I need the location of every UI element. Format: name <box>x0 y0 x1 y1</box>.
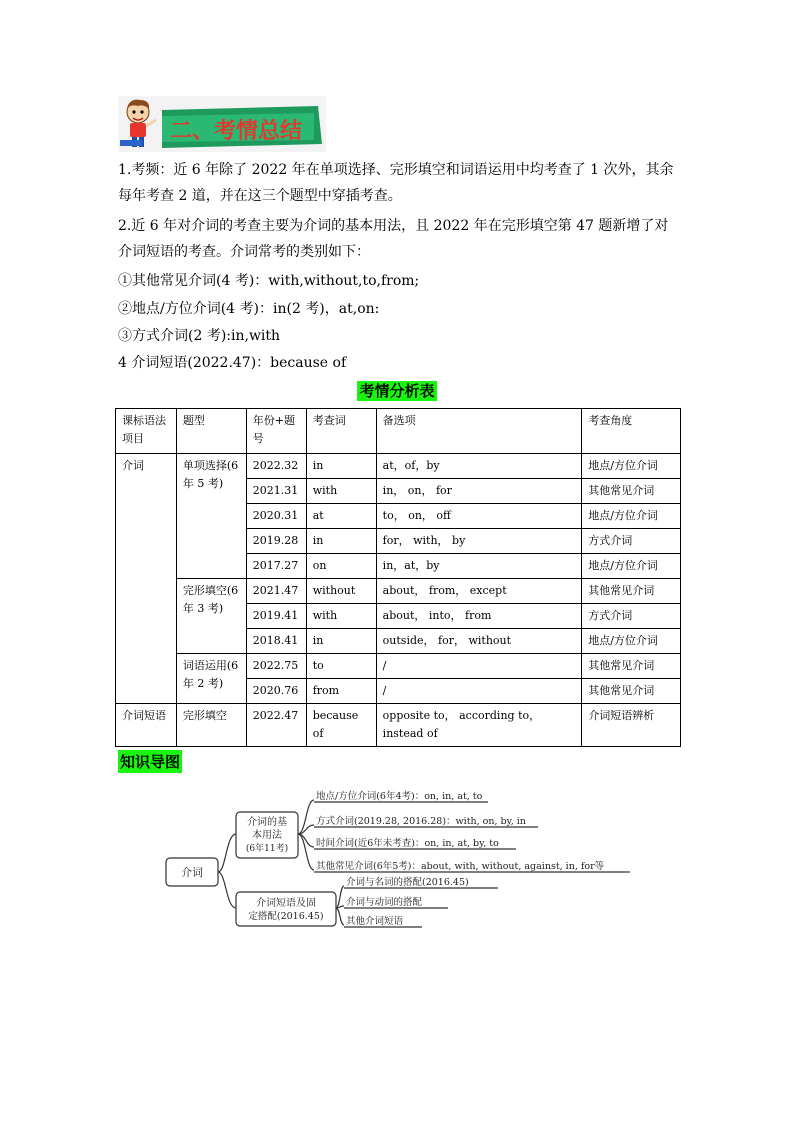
type-cell: 词语运用(6 年 2 考) <box>176 654 246 704</box>
table-row <box>116 704 681 747</box>
year-cell: 2020.76 <box>246 679 306 704</box>
word-cell: in <box>306 629 376 654</box>
paragraph-frequency: 1.考频：近 6 年除了 2022 年在单项选择、完形填空和词语运用中均考查了 1 次外，其余每年考查 2 道，并在这三个题型中穿插考查。 <box>118 162 674 204</box>
table-row <box>116 454 681 479</box>
year-cell: 2021.31 <box>246 479 306 504</box>
options-cell: at，of，by <box>376 454 582 479</box>
exam-analysis-table <box>115 408 681 747</box>
options-cell: for， with， by <box>376 529 582 554</box>
type-cell: 单项选择(6 年 5 考) <box>176 454 246 579</box>
angle-cell: 介词短语辨析 <box>582 704 681 747</box>
year-cell: 2021.47 <box>246 579 306 604</box>
angle-cell: 方式介词 <box>582 529 681 554</box>
branch1-label-line1: 介词的基 <box>247 817 287 828</box>
year-cell: 2017.27 <box>246 554 306 579</box>
options-cell: / <box>376 654 582 679</box>
angle-cell: 地点/方位介词 <box>582 504 681 529</box>
options-cell: in， on， for <box>376 479 582 504</box>
word-cell: on <box>306 554 376 579</box>
table-row <box>116 654 681 679</box>
branch1-item: 地点/方位介词(6年4考)：on, in, at, to <box>316 791 483 802</box>
type-cell: 完形填空 <box>176 704 246 747</box>
options-cell: to， on， off <box>376 504 582 529</box>
angle-cell: 方式介词 <box>582 604 681 629</box>
angle-cell: 地点/方位介词 <box>582 554 681 579</box>
word-cell: in <box>306 529 376 554</box>
section-banner <box>118 96 326 152</box>
year-cell: 2019.28 <box>246 529 306 554</box>
branch1-item: 方式介词(2019.28, 2016.28)：with, on, by, in <box>316 816 526 827</box>
branch2-item: 介词与动词的搭配 <box>346 897 423 908</box>
angle-cell: 其他常见介词 <box>582 654 681 679</box>
year-cell: 2022.32 <box>246 454 306 479</box>
angle-cell: 地点/方位介词 <box>582 629 681 654</box>
word-cell: with <box>306 604 376 629</box>
table-title: 考情分析表 <box>359 382 435 400</box>
word-cell: in <box>306 454 376 479</box>
word-cell: at <box>306 504 376 529</box>
category-cell: 介词短语 <box>116 704 177 747</box>
options-cell: in，at，by <box>376 554 582 579</box>
year-cell: 2022.75 <box>246 654 306 679</box>
table-row <box>116 579 681 604</box>
year-cell: 2019.41 <box>246 604 306 629</box>
category-cell: 介词 <box>116 454 177 704</box>
options-cell: opposite to， according to， instead of <box>376 704 582 747</box>
paragraph-item-1: ①其他常见介词(4 考)：with,without,to,from; <box>118 273 420 289</box>
options-cell: outside， for， without <box>376 629 582 654</box>
mindmap-root-label: 介词 <box>181 866 203 879</box>
header-cell: 考查角度 <box>582 409 681 454</box>
branch2-item: 介词与名词的搭配(2016.45) <box>346 877 469 888</box>
branch1-item: 其他常见介词(6年5考)：about, with, without, against, in, for等 <box>316 861 605 872</box>
paragraph-item-3: ③方式介词(2 考):in,with <box>118 328 281 344</box>
paragraph-item-4: 4 介词短语(2022.47)：because of <box>118 355 347 371</box>
mindmap-diagram <box>158 784 638 934</box>
branch1-label-line2: 本用法 <box>252 830 282 841</box>
year-cell: 2018.41 <box>246 629 306 654</box>
table-header-row <box>116 409 681 454</box>
year-cell: 2020.31 <box>246 504 306 529</box>
header-cell: 备选项 <box>376 409 582 454</box>
word-cell: from <box>306 679 376 704</box>
header-cell: 考查词 <box>306 409 376 454</box>
header-cell: 年份+题号 <box>246 409 306 454</box>
type-cell: 完形填空(6 年 3 考) <box>176 579 246 654</box>
angle-cell: 其他常见介词 <box>582 579 681 604</box>
branch1-label-line3: (6年11考) <box>245 844 289 854</box>
word-cell: because of <box>306 704 376 747</box>
angle-cell: 地点/方位介词 <box>582 454 681 479</box>
banner-title: 二、考情总结 <box>170 119 303 144</box>
branch2-label-line2: 定搭配(2016.45) <box>248 911 324 922</box>
header-cell: 课标语法项目 <box>116 409 177 454</box>
branch1-item: 时间介词(近6年未考查)：on, in, at, by, to <box>316 838 499 849</box>
year-cell: 2022.47 <box>246 704 306 747</box>
angle-cell: 其他常见介词 <box>582 479 681 504</box>
word-cell: without <box>306 579 376 604</box>
header-cell: 题型 <box>176 409 246 454</box>
branch2-label-line1: 介词短语及固 <box>256 898 316 909</box>
paragraph-item-2: ②地点/方位介词(4 考)：in(2 考)，at,on: <box>118 301 380 317</box>
word-cell: to <box>306 654 376 679</box>
word-cell: with <box>306 479 376 504</box>
branch2-item: 其他介词短语 <box>346 916 404 927</box>
mindmap-heading: 知识导图 <box>118 750 182 773</box>
angle-cell: 其他常见介词 <box>582 679 681 704</box>
paragraph-focus: 2.近 6 年对介词的考查主要为介词的基本用法，且 2022 年在完形填空第 47 题新增了对介词短语的考查。介词常考的类别如下： <box>118 218 669 260</box>
options-cell: about， from， except <box>376 579 582 604</box>
options-cell: about， into， from <box>376 604 582 629</box>
options-cell: / <box>376 679 582 704</box>
